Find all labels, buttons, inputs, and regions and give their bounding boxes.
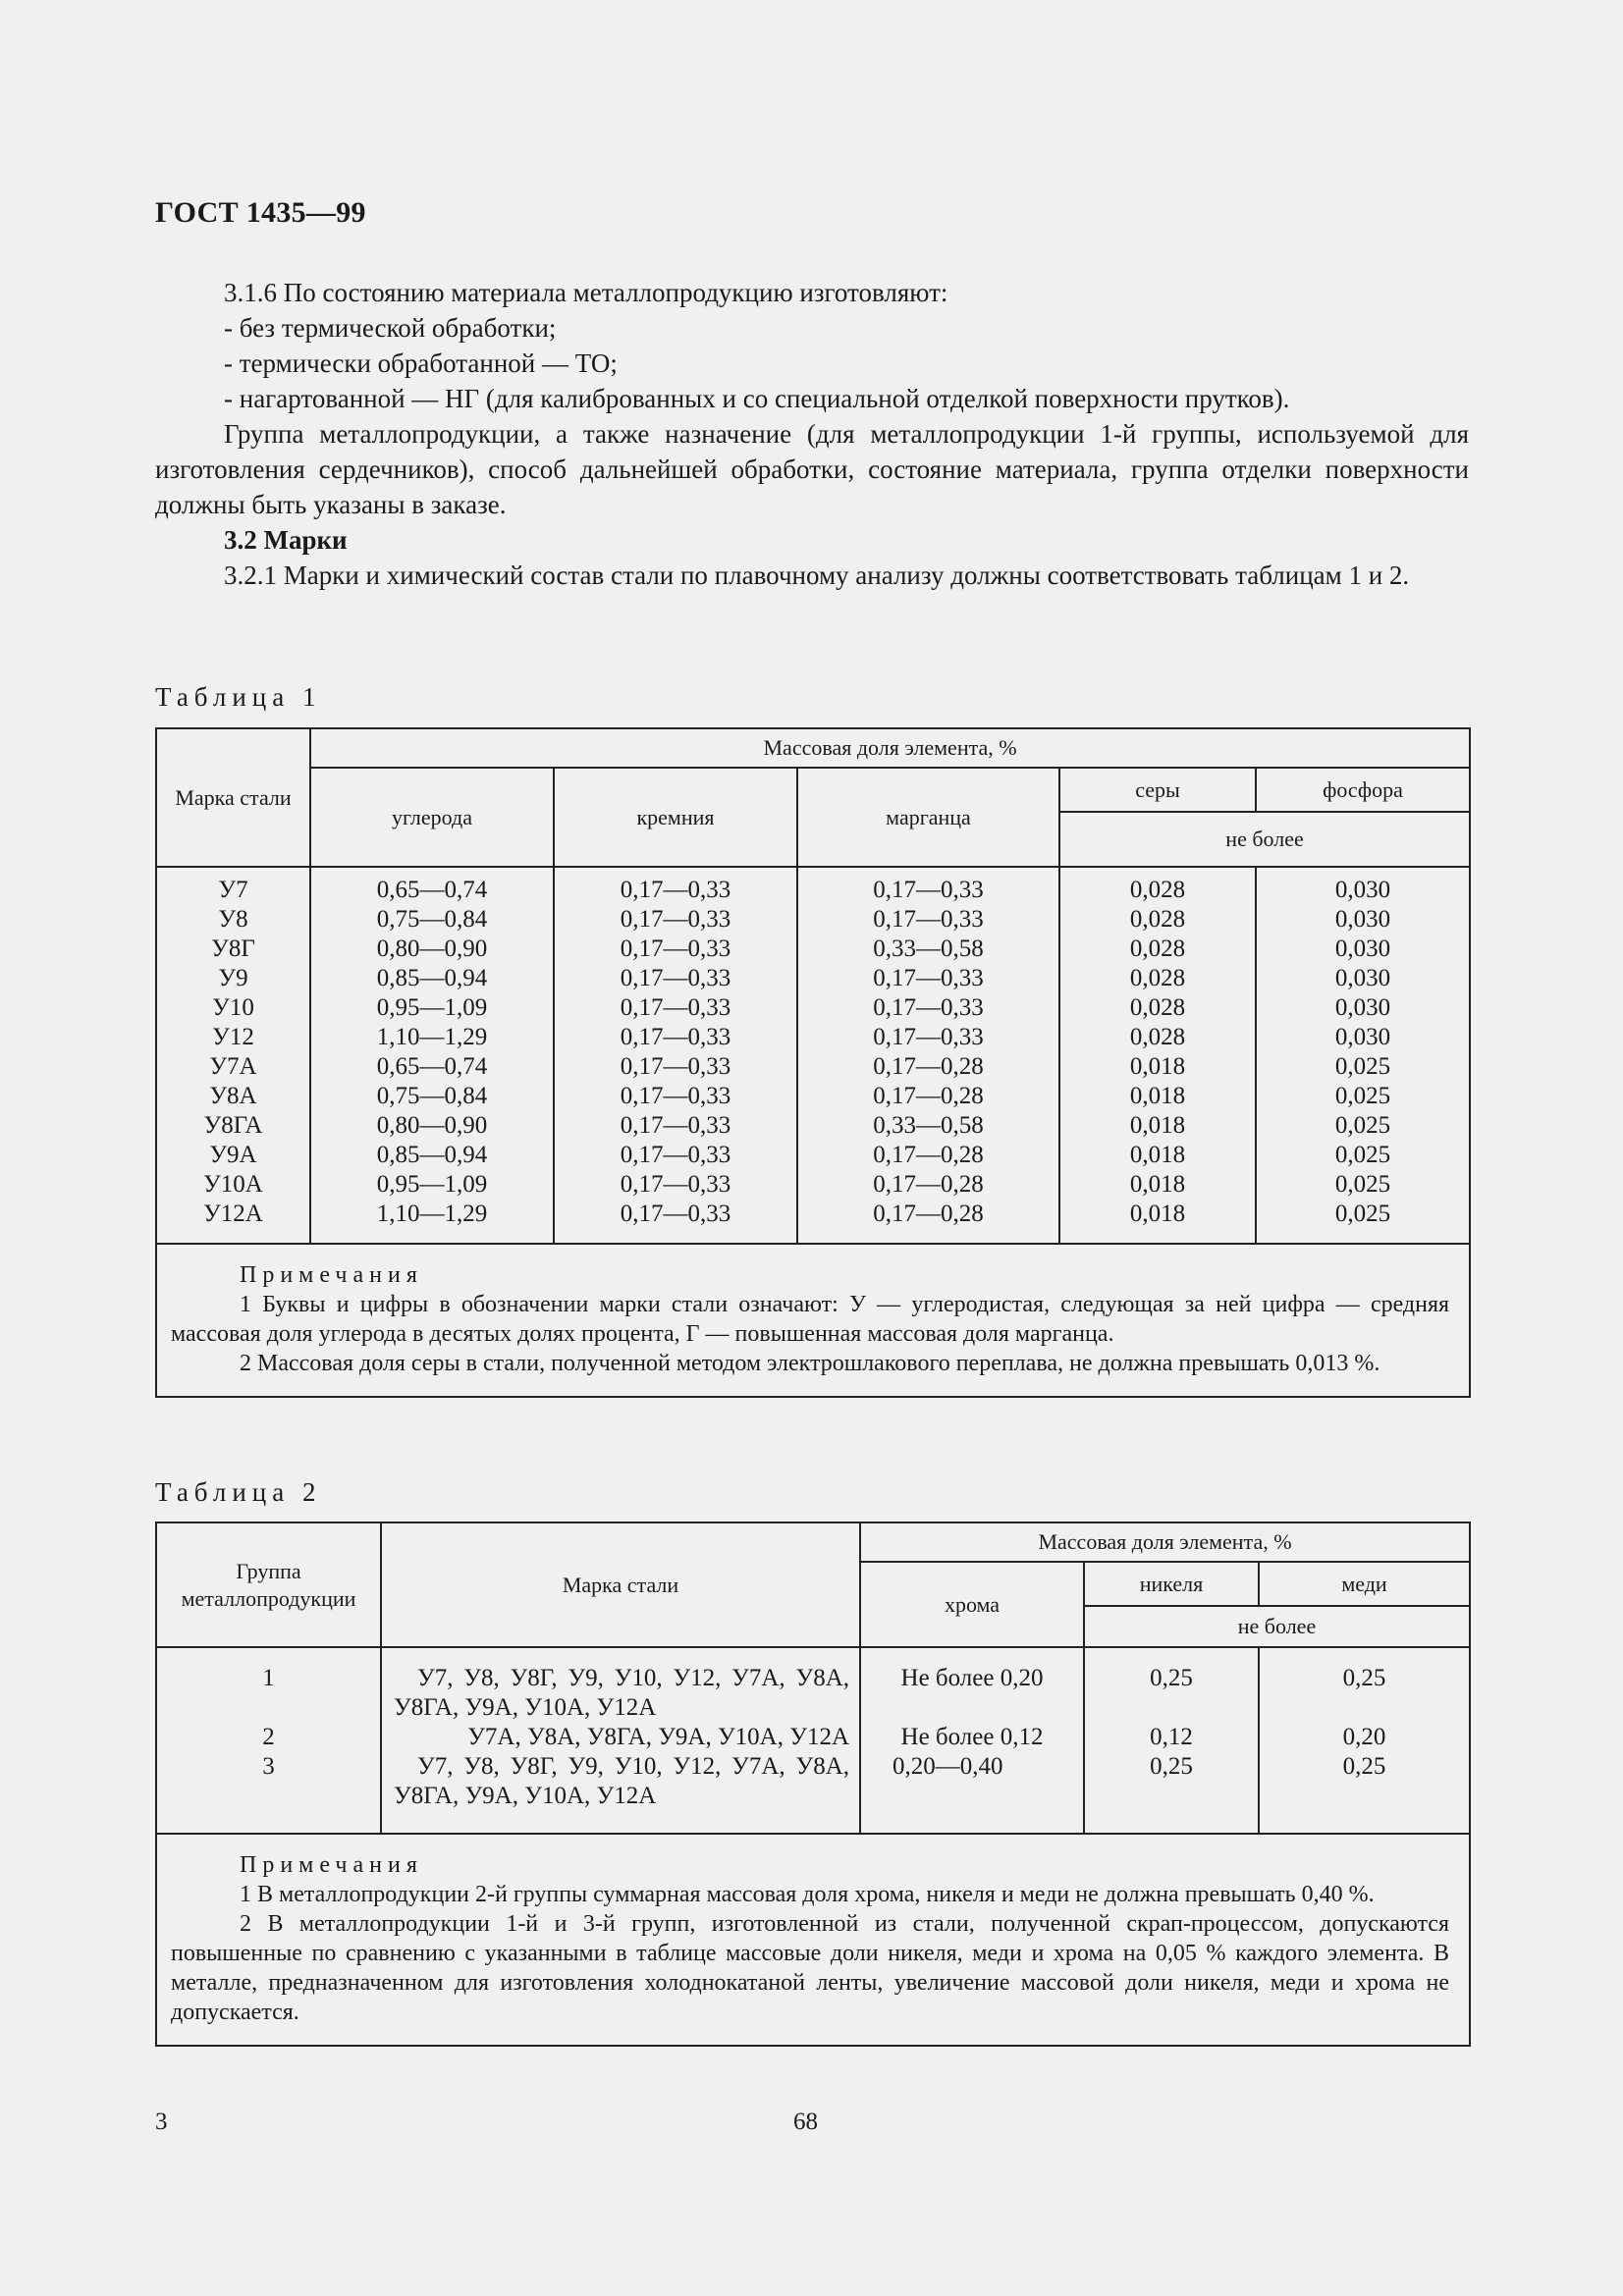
table-1-cell: 0,17—0,33 bbox=[620, 965, 731, 991]
table-1-cell: 0,17—0,33 bbox=[620, 1171, 731, 1198]
table-1-cell: 0,17—0,33 bbox=[620, 1024, 731, 1050]
table-1-notes bbox=[156, 1244, 1470, 1397]
table-2-chromium-3: 0,20—0,40 bbox=[893, 1753, 1003, 1780]
table-1-cell: 0,018 bbox=[1129, 1053, 1186, 1080]
table-1-header-silicon: кремния bbox=[554, 768, 797, 867]
table-2-col-group bbox=[156, 1647, 381, 1834]
table-1-cell: У8А bbox=[209, 1083, 257, 1109]
table-1-header-grade: Марка стали bbox=[156, 728, 310, 867]
section-3-2-title: 3.2 Марки bbox=[224, 525, 348, 555]
table-1 bbox=[155, 727, 1471, 1398]
table-1-note-1: 1 Буквы и цифры в обозначении марки стали означают: У — углеродистая, следующая за ней цифра — средняя массовая доля углерода в десятых долях процента, Г — повышенная массовая доля марганца. bbox=[171, 1292, 1450, 1347]
table-2-body-row bbox=[156, 1647, 1470, 1834]
table-2-header-chromium: хрома bbox=[860, 1562, 1084, 1647]
table-2-copper-2: 0,20 bbox=[1342, 1724, 1386, 1750]
table-1-cell: 0,028 bbox=[1129, 935, 1186, 962]
table-2-notes-title: Примечания bbox=[240, 1852, 423, 1878]
table-1-cell: 0,030 bbox=[1334, 906, 1391, 933]
table-1-cell: 0,17—0,33 bbox=[620, 1053, 731, 1080]
table-1-cell: У7 bbox=[218, 877, 248, 903]
table-1-header-manganese: марганца bbox=[797, 768, 1059, 867]
table-2-header-group: Группа металлопродукции bbox=[156, 1522, 381, 1647]
table-1-cell: 0,028 bbox=[1129, 994, 1186, 1021]
table-1-cell: 0,33—0,58 bbox=[873, 935, 984, 962]
table-1-cell: 0,80—0,90 bbox=[376, 935, 488, 962]
table-1-cell: У12 bbox=[212, 1024, 254, 1050]
section-3-1-6 bbox=[155, 275, 1469, 593]
table-2-copper-3: 0,25 bbox=[1342, 1753, 1386, 1780]
table-2-note-2: 2 В металлопродукции 1-й и 3-й групп, изготовленной из стали, полученной скрап-процессом, допускаются повышенные по сравнению с указанными в таблице массовые доли никеля, меди и хрома на 0,05 % каждого элемента. В металле, предназначенном для изготовления холоднокатаной ленты, увеличение массовой доли никеля, меди и хрома не допускается. bbox=[171, 1911, 1449, 2025]
table-1-col-phosphorus bbox=[1256, 867, 1470, 1244]
table-1-body-row bbox=[156, 867, 1470, 1244]
table-1-cell: 0,17—0,28 bbox=[873, 1201, 984, 1227]
table-1-header-mass-fraction: Массовая доля элемента, % bbox=[310, 728, 1470, 768]
table-1-col-carbon bbox=[310, 867, 554, 1244]
table-1-header-phosphorus: фосфора bbox=[1256, 768, 1470, 812]
table-2-grade-3: У7, У8, У8Г, У9, У10, У12, У7А, У8А, У8ГА, У9А, У10А, У12А bbox=[394, 1753, 849, 1809]
table-2-grade-2: У7А, У8А, У8ГА, У9А, У10А, У12А bbox=[467, 1724, 849, 1750]
table-2-nickel-2: 0,12 bbox=[1150, 1724, 1193, 1750]
table-2 bbox=[155, 1522, 1471, 2047]
table-1-cell: 0,030 bbox=[1334, 994, 1391, 1021]
table-1-cell: 0,17—0,33 bbox=[620, 1201, 731, 1227]
table-1-cell: 0,65—0,74 bbox=[376, 1053, 488, 1080]
table-1-cell: 0,030 bbox=[1334, 965, 1391, 991]
table-1-cell: 0,17—0,33 bbox=[620, 906, 731, 933]
table-1-cell: 0,018 bbox=[1129, 1171, 1186, 1198]
table-1-cell: 0,17—0,33 bbox=[620, 877, 731, 903]
table-1-note-2: 2 Массовая доля серы в стали, полученной методом электрошлакового переплава, не должна превышать 0,013 %. bbox=[240, 1351, 1380, 1376]
table-1-cell: 0,028 bbox=[1129, 906, 1186, 933]
table-1-cell: 0,025 bbox=[1334, 1201, 1391, 1227]
table-1-cell: 0,025 bbox=[1334, 1112, 1391, 1139]
list-item-heat-treated: - термически обработанной — ТО; bbox=[224, 348, 618, 378]
table-1-cell: 0,028 bbox=[1129, 877, 1186, 903]
table-1-cell: 1,10—1,29 bbox=[376, 1201, 488, 1227]
table-1-cell: 0,85—0,94 bbox=[376, 965, 488, 991]
table-1-cell: 0,028 bbox=[1129, 1024, 1186, 1050]
table-1-col-manganese bbox=[797, 867, 1059, 1244]
table-1-cell: У7А bbox=[209, 1053, 257, 1080]
table-1-cell: 0,025 bbox=[1334, 1142, 1391, 1168]
paragraph-order-group: Группа металлопродукции, а также назначение (для металлопродукции 1-й группы, используемой для изготовления сердечников), способ дальнейшей обработки, состояние материала, группа отделки поверхности должны быть указаны в заказе. bbox=[155, 419, 1469, 519]
table-2-notes bbox=[156, 1834, 1470, 2046]
table-1-cell: 1,10—1,29 bbox=[376, 1024, 488, 1050]
table-1-cell: 0,17—0,28 bbox=[873, 1171, 984, 1198]
table-1-col-sulfur bbox=[1059, 867, 1256, 1244]
table-1-cell: У12А bbox=[203, 1201, 263, 1227]
table-1-cell: У8ГА bbox=[203, 1112, 263, 1139]
table-2-nickel-1: 0,25 bbox=[1150, 1665, 1193, 1691]
table-1-header-no-more: не более bbox=[1059, 812, 1470, 867]
table-1-cell: 0,018 bbox=[1129, 1083, 1186, 1109]
paragraph-3-1-6-intro: 3.1.6 По состоянию материала металлопродукцию изготовляют: bbox=[224, 278, 948, 307]
page-number: 68 bbox=[793, 2109, 818, 2135]
paragraph-3-2-1: 3.2.1 Марки и химический состав стали по плавочному анализу должны соответствовать таблицам 1 и 2. bbox=[224, 561, 1410, 590]
table-2-chromium-2: Не более 0,12 bbox=[900, 1724, 1044, 1750]
footer-left-number: 3 bbox=[155, 2109, 168, 2135]
table-2-col-nickel bbox=[1084, 1647, 1259, 1834]
table-1-cell: 0,75—0,84 bbox=[376, 1083, 488, 1109]
table-1-cell: У9А bbox=[209, 1142, 257, 1168]
table-1-header-sulfur: серы bbox=[1059, 768, 1256, 812]
table-1-cell: У8 bbox=[218, 906, 248, 933]
table-1-cell: 0,025 bbox=[1334, 1083, 1391, 1109]
table-1-cell: 0,33—0,58 bbox=[873, 1112, 984, 1139]
table-1-cell: 0,018 bbox=[1129, 1201, 1186, 1227]
table-1-cell: 0,030 bbox=[1334, 935, 1391, 962]
table-1-cell: У9 bbox=[218, 965, 248, 991]
table-2-header-grade: Марка стали bbox=[381, 1522, 860, 1647]
table-2-col-copper bbox=[1259, 1647, 1470, 1834]
table-2-col-grade bbox=[381, 1647, 860, 1834]
table-1-cell: 0,17—0,33 bbox=[620, 1142, 731, 1168]
table-1-caption: Таблица 1 bbox=[155, 682, 322, 712]
table-1-cell: 0,030 bbox=[1334, 1024, 1391, 1050]
table-1-cell: 0,17—0,33 bbox=[620, 1083, 731, 1109]
list-item-cold-worked: - нагартованной — НГ (для калиброванных и со специальной отделкой поверхности прутков). bbox=[224, 384, 1290, 413]
table-2-header-mass-fraction: Массовая доля элемента, % bbox=[860, 1522, 1470, 1562]
table-1-cell: 0,17—0,33 bbox=[873, 965, 984, 991]
table-2-copper-1: 0,25 bbox=[1342, 1665, 1386, 1691]
table-2-col-chromium bbox=[860, 1647, 1084, 1834]
table-1-cell: У10А bbox=[203, 1171, 263, 1198]
table-1-cell: 0,025 bbox=[1334, 1171, 1391, 1198]
document-code: ГОСТ 1435—99 bbox=[155, 196, 366, 229]
table-1-cell: 0,95—1,09 bbox=[376, 994, 488, 1021]
table-1-cell: 0,17—0,28 bbox=[873, 1142, 984, 1168]
table-1-cell: 0,018 bbox=[1129, 1112, 1186, 1139]
table-1-col-grade bbox=[156, 867, 310, 1244]
table-2-group-2: 2 bbox=[262, 1724, 275, 1750]
table-1-cell: У10 bbox=[212, 994, 254, 1021]
table-2-grade-1: У7, У8, У8Г, У9, У10, У12, У7А, У8А, У8ГА, У9А, У10А, У12А bbox=[394, 1665, 849, 1721]
table-2-group-3: 3 bbox=[262, 1753, 275, 1780]
table-1-col-silicon bbox=[554, 867, 797, 1244]
table-1-header-carbon: углерода bbox=[310, 768, 554, 867]
table-2-caption: Таблица 2 bbox=[155, 1477, 322, 1507]
table-1-cell: 0,030 bbox=[1334, 877, 1391, 903]
table-1-cell: 0,65—0,74 bbox=[376, 877, 488, 903]
table-2-chromium-1: Не более 0,20 bbox=[900, 1665, 1044, 1691]
table-2-nickel-3: 0,25 bbox=[1150, 1753, 1193, 1780]
table-1-cell: 0,17—0,33 bbox=[873, 1024, 984, 1050]
table-1-cell: 0,17—0,33 bbox=[873, 906, 984, 933]
table-2-group-1: 1 bbox=[262, 1665, 275, 1691]
table-1-cell: 0,17—0,33 bbox=[873, 994, 984, 1021]
table-1-cell: 0,025 bbox=[1334, 1053, 1391, 1080]
list-item-no-heat-treatment: - без термической обработки; bbox=[224, 313, 557, 343]
table-1-cell: 0,028 bbox=[1129, 965, 1186, 991]
table-2-note-1: 1 В металлопродукции 2-й группы суммарная массовая доля хрома, никеля и меди не должна превышать 0,40 %. bbox=[240, 1882, 1375, 1907]
table-1-cell: 0,80—0,90 bbox=[376, 1112, 488, 1139]
table-1-cell: 0,95—1,09 bbox=[376, 1171, 488, 1198]
table-1-cell: 0,17—0,33 bbox=[620, 1112, 731, 1139]
table-1-cell: 0,17—0,33 bbox=[620, 994, 731, 1021]
table-1-cell: 0,17—0,28 bbox=[873, 1083, 984, 1109]
table-1-cell: 0,17—0,28 bbox=[873, 1053, 984, 1080]
table-2-header-copper: меди bbox=[1259, 1562, 1470, 1606]
table-1-cell: 0,018 bbox=[1129, 1142, 1186, 1168]
table-1-cell: 0,17—0,33 bbox=[620, 935, 731, 962]
table-2-header-nickel: никеля bbox=[1084, 1562, 1259, 1606]
table-1-cell: 0,75—0,84 bbox=[376, 906, 488, 933]
table-1-notes-title: Примечания bbox=[240, 1262, 423, 1288]
table-1-cell: У8Г bbox=[211, 935, 255, 962]
table-1-cell: 0,85—0,94 bbox=[376, 1142, 488, 1168]
table-1-cell: 0,17—0,33 bbox=[873, 877, 984, 903]
table-2-header-no-more: не более bbox=[1084, 1606, 1470, 1647]
